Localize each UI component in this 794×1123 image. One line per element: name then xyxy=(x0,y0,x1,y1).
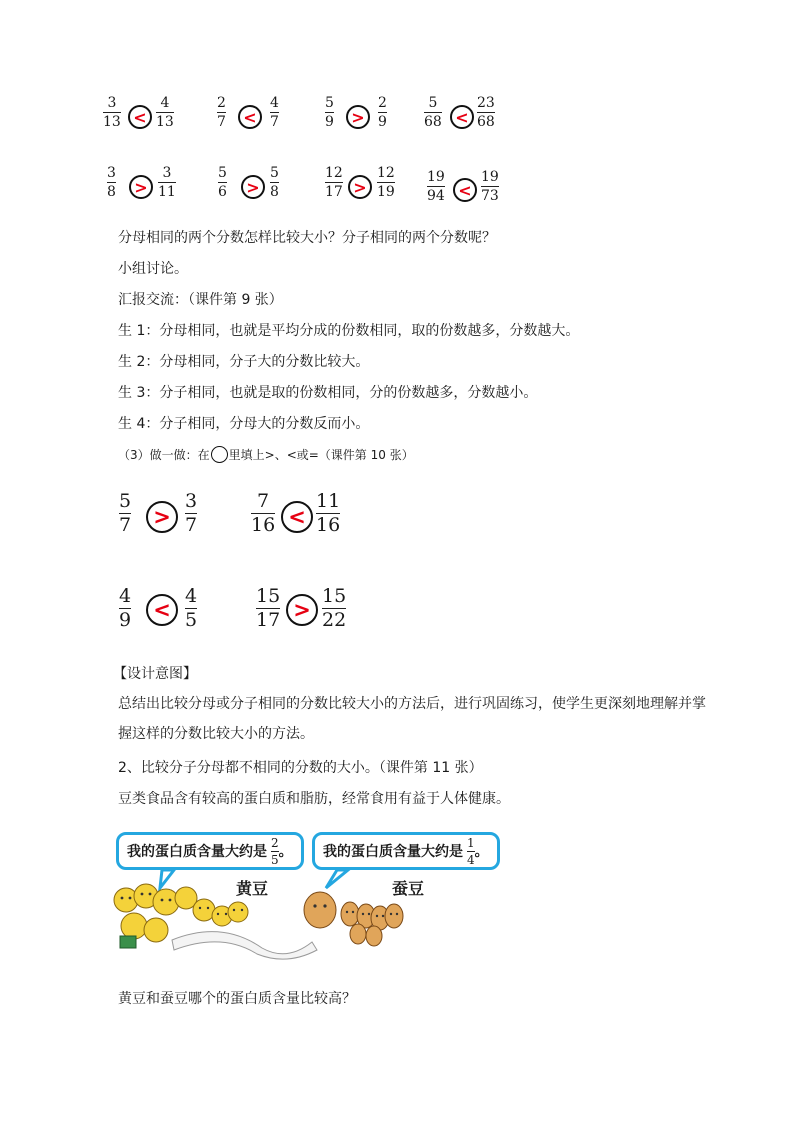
bubble-text: 我的蛋白质含量大约是 xyxy=(127,844,267,860)
fraction: 4 7 xyxy=(270,95,279,130)
bubble-text: 我的蛋白质含量大约是 xyxy=(323,844,463,860)
final-question: 黄豆和蚕豆哪个的蛋白质含量比较高？ xyxy=(118,991,356,1007)
answer-circle: > xyxy=(286,594,318,626)
fraction: 23 68 xyxy=(477,95,495,130)
fraction: 15 17 xyxy=(256,585,281,631)
fraction: 5 8 xyxy=(270,165,279,200)
fraction: $\frac{1}{4}$ xyxy=(467,835,475,867)
bubble-tail-right xyxy=(326,870,348,888)
fraction: 7 16 xyxy=(251,490,276,536)
beans-intro: 豆类食品含有较高的蛋白质和脂肪，经常食用有益于人体健康。 xyxy=(118,791,510,807)
answer-circle: < xyxy=(450,105,474,129)
fraction: 12 17 xyxy=(325,165,343,200)
student-2-line: 生 2：分母相同，分子大的分数比较大。 xyxy=(118,354,370,370)
fraction: 12 19 xyxy=(377,165,395,200)
bubble-end: 。 xyxy=(278,844,293,860)
design-title: 【设计意图】 xyxy=(113,666,197,682)
student-3-line: 生 3：分子相同，也就是取的份数相同，分的份数越多，分数越小。 xyxy=(118,385,538,401)
speech-bubble-broad-bean xyxy=(312,832,500,870)
fraction: 5 6 xyxy=(218,165,227,200)
answer-circle: < xyxy=(238,105,262,129)
answer-circle: < xyxy=(281,501,313,533)
book-icon xyxy=(120,936,136,948)
answer-circle: < xyxy=(146,594,178,626)
paper-scroll xyxy=(172,932,317,959)
bubble-tail-left xyxy=(160,870,174,888)
fraction: 15 22 xyxy=(322,585,347,631)
fraction: 4 5 xyxy=(185,585,198,631)
soybean-label: 黄豆 xyxy=(236,879,269,898)
section-2-heading: 2、比较分子分母都不相同的分数的大小。（课件第 11 张） xyxy=(118,760,483,776)
discussion-line: 小组讨论。 xyxy=(118,261,188,277)
fraction: 3 11 xyxy=(158,165,176,200)
speech-bubble-soybean xyxy=(116,832,304,870)
broad-bean-group xyxy=(304,892,403,946)
fraction: 3 8 xyxy=(107,165,116,200)
answer-circle: < xyxy=(128,105,152,129)
fraction: 5 7 xyxy=(119,490,132,536)
fraction: 3 13 xyxy=(103,95,121,130)
answer-circle: > xyxy=(146,501,178,533)
fraction: 19 94 xyxy=(427,169,445,204)
fraction: $\frac{2}{5}$ xyxy=(271,835,279,867)
answer-circle: > xyxy=(129,175,153,199)
fraction: 19 73 xyxy=(481,169,499,204)
fraction: 5 68 xyxy=(424,95,442,130)
answer-circle: < xyxy=(453,178,477,202)
report-line: 汇报交流：（课件第 9 张） xyxy=(118,292,283,308)
question-line: 分母相同的两个分数怎样比较大小？分子相同的两个分数呢？ xyxy=(118,230,496,246)
beans-illustration xyxy=(112,870,412,966)
answer-circle: > xyxy=(346,105,370,129)
bubble-end: 。 xyxy=(474,844,489,860)
broad-bean-label: 蚕豆 xyxy=(392,879,425,898)
design-body: 总结出比较分母或分子相同的分数比较大小的方法后，进行巩固练习，使学生更深刻地理解并掌握这样的分数比较大小的方法。 xyxy=(118,696,706,742)
fraction: 4 13 xyxy=(156,95,174,130)
fraction: 4 9 xyxy=(119,585,132,631)
fraction: 2 9 xyxy=(378,95,387,130)
fraction: 11 16 xyxy=(316,490,341,536)
blank-circle-icon xyxy=(211,446,228,463)
student-4-line: 生 4：分子相同，分母大的分数反而小。 xyxy=(118,416,370,432)
answer-circle: > xyxy=(241,175,265,199)
exercise-text-b: 里填上>、<或=（课件第 10 张） xyxy=(228,448,414,462)
exercise-text-a: （3）做一做：在 xyxy=(118,448,210,462)
fraction: 3 7 xyxy=(185,490,198,536)
answer-circle: > xyxy=(348,175,372,199)
fraction: 5 9 xyxy=(325,95,334,130)
fraction: 2 7 xyxy=(217,95,226,130)
student-1-line: 生 1：分母相同，也就是平均分成的份数相同，取的份数越多，分数越大。 xyxy=(118,323,580,339)
exercise-instruction xyxy=(118,445,414,465)
